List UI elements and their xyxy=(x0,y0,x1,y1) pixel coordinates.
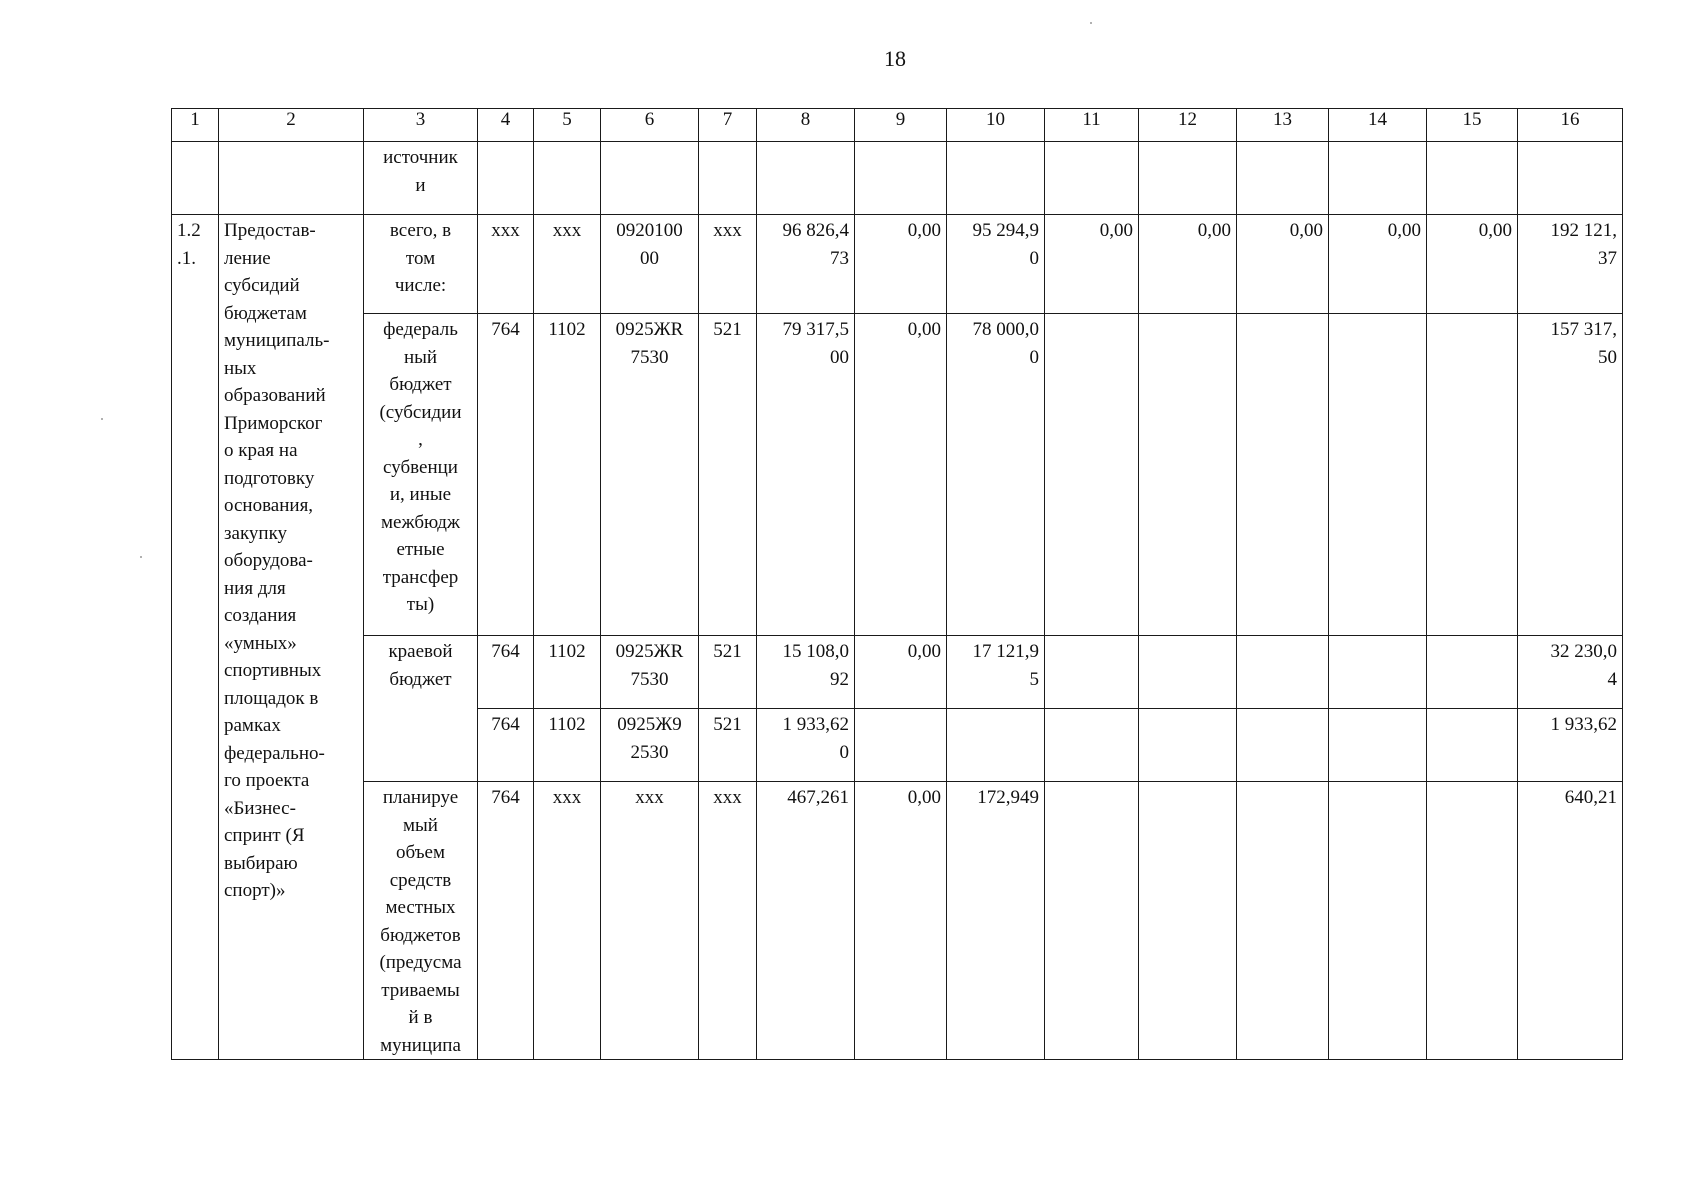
table-row xyxy=(172,782,1623,1060)
funding-source: краевой бюджет xyxy=(364,636,478,782)
cell-col7: 521 xyxy=(699,709,757,782)
cell-col12 xyxy=(1139,636,1237,709)
cell-col10 xyxy=(947,709,1045,782)
continuation-row xyxy=(172,142,1623,215)
column-number: 6 xyxy=(601,109,699,142)
cell-col13 xyxy=(1237,314,1329,636)
cell-col15 xyxy=(1427,314,1518,636)
column-number: 3 xyxy=(364,109,478,142)
cell-col11 xyxy=(1045,636,1139,709)
scan-speck xyxy=(1090,22,1092,24)
measure-number: 1.2 .1. xyxy=(172,215,219,1060)
column-number: 12 xyxy=(1139,109,1237,142)
column-number: 16 xyxy=(1518,109,1623,142)
cell-col4: 764 xyxy=(478,709,534,782)
cell-col7: xxx xyxy=(699,215,757,314)
column-number: 14 xyxy=(1329,109,1427,142)
cell-col5: 1102 xyxy=(534,636,601,709)
cell-col4: 764 xyxy=(478,636,534,709)
cell-col5: xxx xyxy=(534,215,601,314)
column-number: 13 xyxy=(1237,109,1329,142)
column-number: 15 xyxy=(1427,109,1518,142)
cell-col7: xxx xyxy=(699,782,757,1060)
funding-source: планируе мый объем средств местных бюджетов (предусма триваемы й в муниципа xyxy=(364,782,478,1060)
cell-col16: 32 230,0 4 xyxy=(1518,636,1623,709)
cell-col5: xxx xyxy=(534,782,601,1060)
cell-col5: 1102 xyxy=(534,314,601,636)
column-number-row xyxy=(172,109,1623,142)
cell-col4: 764 xyxy=(478,782,534,1060)
cell-col6: 0925ЖR 7530 xyxy=(601,636,699,709)
cell-col12 xyxy=(1139,782,1237,1060)
column-number: 7 xyxy=(699,109,757,142)
cell-col14 xyxy=(1329,314,1427,636)
cell-col11 xyxy=(1045,709,1139,782)
scan-speck xyxy=(101,418,103,420)
cell-col15 xyxy=(1427,709,1518,782)
cell-col11 xyxy=(1045,314,1139,636)
cell-col14: 0,00 xyxy=(1329,215,1427,314)
cell-col11 xyxy=(1045,782,1139,1060)
cell-col9: 0,00 xyxy=(855,314,947,636)
cell-col16: 192 121, 37 xyxy=(1518,215,1623,314)
cell-col12: 0,00 xyxy=(1139,215,1237,314)
table-row xyxy=(172,314,1623,636)
table-row xyxy=(172,636,1623,709)
cell-col8: 79 317,5 00 xyxy=(757,314,855,636)
cell-col4: 764 xyxy=(478,314,534,636)
cell-col15 xyxy=(1427,636,1518,709)
cell-col12 xyxy=(1139,314,1237,636)
column-number: 10 xyxy=(947,109,1045,142)
column-number: 2 xyxy=(219,109,364,142)
column-number: 1 xyxy=(172,109,219,142)
cell-col13: 0,00 xyxy=(1237,215,1329,314)
funding-source: федераль ный бюджет (субсидии , субвенци и, иные межбюдж етные трансфер ты) xyxy=(364,314,478,636)
cell-col9: 0,00 xyxy=(855,636,947,709)
cell-col9: 0,00 xyxy=(855,215,947,314)
source-continuation: источник и xyxy=(364,142,478,215)
column-number: 5 xyxy=(534,109,601,142)
cell-col8: 1 933,62 0 xyxy=(757,709,855,782)
cell-col4: xxx xyxy=(478,215,534,314)
measure-name: Предостав- ление субсидий бюджетам муниципаль- ных образований Приморског о края на подготовку основания, закупку оборудова- ния для создания «умных» спортивных площадок в рамках федерально- го проекта «Бизнес- спринт (Я выбираю спорт)» xyxy=(219,215,364,1060)
cell-col6: 0925ЖR 7530 xyxy=(601,314,699,636)
page-number: 18 xyxy=(884,46,906,71)
cell-col10: 172,949 xyxy=(947,782,1045,1060)
cell-col8: 15 108,0 92 xyxy=(757,636,855,709)
cell-col8: 96 826,4 73 xyxy=(757,215,855,314)
column-number: 11 xyxy=(1045,109,1139,142)
column-number: 9 xyxy=(855,109,947,142)
cell-col14 xyxy=(1329,636,1427,709)
cell-col5: 1102 xyxy=(534,709,601,782)
cell-col7: 521 xyxy=(699,314,757,636)
cell-col10: 95 294,9 0 xyxy=(947,215,1045,314)
budget-table xyxy=(171,108,1623,1060)
scan-speck xyxy=(140,556,142,558)
cell-col14 xyxy=(1329,782,1427,1060)
column-number: 4 xyxy=(478,109,534,142)
cell-col9 xyxy=(855,709,947,782)
table-row xyxy=(172,215,1623,314)
cell-col10: 17 121,9 5 xyxy=(947,636,1045,709)
cell-col13 xyxy=(1237,636,1329,709)
cell-col9: 0,00 xyxy=(855,782,947,1060)
column-number: 8 xyxy=(757,109,855,142)
cell-col16: 157 317, 50 xyxy=(1518,314,1623,636)
cell-col16: 640,21 xyxy=(1518,782,1623,1060)
cell-col7: 521 xyxy=(699,636,757,709)
cell-col8: 467,261 xyxy=(757,782,855,1060)
cell-col14 xyxy=(1329,709,1427,782)
cell-col15: 0,00 xyxy=(1427,215,1518,314)
cell-col6: 0925Ж9 2530 xyxy=(601,709,699,782)
cell-col13 xyxy=(1237,782,1329,1060)
cell-col11: 0,00 xyxy=(1045,215,1139,314)
cell-col16: 1 933,62 xyxy=(1518,709,1623,782)
cell-col13 xyxy=(1237,709,1329,782)
funding-source: всего, в том числе: xyxy=(364,215,478,314)
cell-col10: 78 000,0 0 xyxy=(947,314,1045,636)
cell-col15 xyxy=(1427,782,1518,1060)
cell-col6: xxx xyxy=(601,782,699,1060)
cell-col6: 0920100 00 xyxy=(601,215,699,314)
cell-col12 xyxy=(1139,709,1237,782)
